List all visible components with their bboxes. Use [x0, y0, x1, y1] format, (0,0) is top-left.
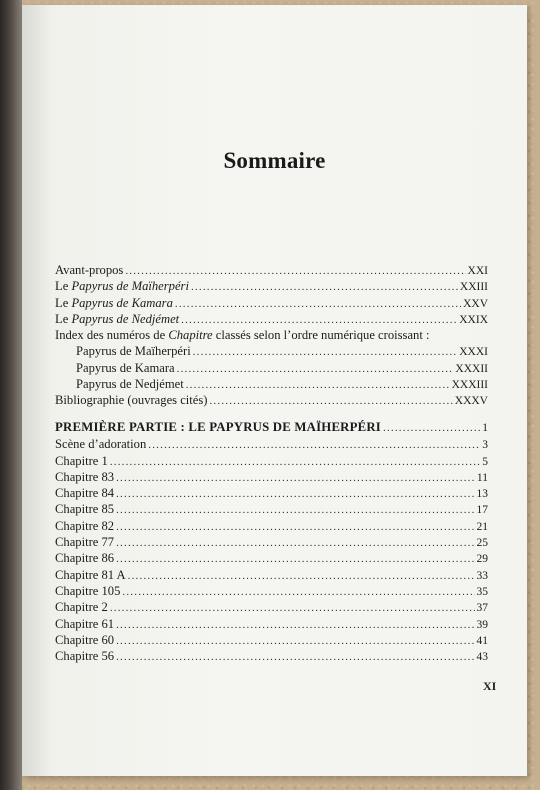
toc-entry: [55, 616, 488, 632]
plain-text: Le: [55, 311, 72, 326]
toc-entry: [55, 376, 488, 392]
toc-entry-label: [55, 616, 114, 632]
book-binding: [0, 0, 22, 790]
toc-entry: [55, 583, 488, 599]
dot-leader: [209, 393, 452, 409]
dot-leader: [116, 470, 475, 486]
toc-entry: [55, 360, 488, 376]
toc-entry-label: [55, 295, 173, 311]
plain-text: Papyrus de Maïherpéri: [76, 344, 191, 359]
dot-leader: [116, 502, 474, 518]
toc-entry-label: [55, 436, 146, 452]
dot-leader: [116, 617, 474, 633]
toc-entry-page: XXIX: [459, 313, 488, 326]
toc-entry-label: [55, 278, 189, 294]
dot-leader: [193, 344, 458, 360]
toc-entry-label: [55, 583, 120, 599]
toc-entry-page: 33: [476, 569, 488, 582]
dot-leader: [116, 486, 474, 502]
plain-text: Chapitre 2: [55, 600, 108, 615]
plain-text: Papyrus de Kamara: [76, 360, 175, 375]
dot-leader: [110, 600, 475, 616]
plain-text: Chapitre 85: [55, 502, 115, 517]
part-one-page: 1: [482, 422, 488, 434]
toc-front-matter: [55, 262, 488, 409]
dot-leader: [177, 361, 454, 377]
toc-entry: [55, 262, 488, 278]
dot-leader: [383, 420, 480, 436]
plain-text: Chapitre 60: [55, 632, 115, 647]
toc-entry-label: [55, 534, 114, 550]
toc-entry: [55, 343, 488, 359]
plain-text: Avant-propos: [55, 263, 124, 277]
toc-entry-label: [55, 360, 175, 376]
plain-text: Bibliographie (ouvrages cités): [55, 393, 208, 408]
toc-entry-label: [55, 376, 184, 392]
part-one-title: PREMIÈRE PARTIE : LE PAPYRUS DE MAÏHERPÉRI: [55, 420, 381, 434]
toc-entry-label: [55, 550, 114, 566]
dot-leader: [116, 519, 474, 535]
dot-leader: [186, 377, 450, 393]
dot-leader: [181, 312, 457, 328]
toc-entry: [55, 534, 488, 550]
toc-entry-page: 17: [476, 504, 488, 517]
toc-entry: [55, 295, 488, 311]
toc-entry-label: [55, 392, 207, 408]
toc-entry-page: 41: [476, 634, 488, 647]
dot-leader: [191, 279, 458, 295]
italic-text: Papyrus de Kamara: [71, 295, 173, 310]
toc-entry-page: XXXIII: [451, 379, 488, 392]
dot-leader: [128, 568, 475, 584]
plain-text: Chapitre 82: [55, 518, 115, 533]
toc-entry-label: [55, 599, 108, 615]
toc-entry-label: [55, 485, 114, 501]
dot-leader: [175, 296, 461, 312]
toc-entry: [55, 278, 488, 294]
toc-entry-label: [55, 632, 114, 648]
plain-text: Chapitre 84: [55, 486, 115, 501]
toc-entry-page: 35: [476, 585, 488, 598]
toc-entry-page: 39: [476, 618, 488, 631]
toc-entry: [55, 436, 488, 452]
plain-text: Le: [55, 295, 72, 310]
toc-entry: [55, 469, 488, 485]
toc-entry-label: [55, 311, 179, 327]
toc-entry-page: XXIII: [459, 281, 488, 294]
plain-text: Le: [55, 279, 72, 294]
toc-entry-label: [55, 262, 123, 278]
dot-leader: [125, 263, 465, 279]
plain-text: Index des numéros de: [55, 328, 169, 343]
toc-entry-label: [55, 567, 126, 583]
part-one-entries: [55, 436, 488, 664]
toc-entry-label: [55, 648, 114, 664]
plain-text: Chapitre 56: [55, 649, 115, 664]
toc-entry: [55, 599, 488, 615]
italic-text: Papyrus de Nedjémet: [71, 311, 180, 326]
toc-entry-page: XXXII: [455, 362, 488, 375]
toc-entry-label: [55, 518, 114, 534]
plain-text: Scène d’adoration: [55, 437, 147, 452]
toc-entry-label: [55, 343, 191, 359]
toc-entry-page: XXI: [467, 265, 488, 277]
plain-text: Chapitre 105: [55, 583, 121, 598]
toc-entry-page: 11: [476, 471, 488, 484]
toc-entry: [55, 550, 488, 566]
plain-text: classés selon l’ordre numérique croissant :: [212, 328, 430, 343]
dot-leader: [116, 551, 474, 567]
dot-leader: [116, 649, 474, 665]
toc-entry-page: 29: [476, 553, 488, 566]
toc-entry: [55, 632, 488, 648]
toc-entry: [55, 567, 488, 583]
italic-text: Papyrus de Maïherpéri: [71, 279, 189, 294]
toc-entry: [55, 518, 488, 534]
plain-text: Chapitre 77: [55, 535, 115, 550]
toc-entry-label: [55, 453, 108, 469]
dot-leader: [148, 437, 480, 453]
plain-text: Chapitre 86: [55, 551, 115, 566]
toc-entry: [55, 485, 488, 501]
italic-text: Chapitre: [168, 328, 213, 343]
toc-part-one: [55, 419, 488, 664]
dot-leader: [116, 535, 474, 551]
plain-text: Papyrus de Nedjémet: [76, 377, 184, 392]
page-title: Sommaire: [223, 148, 326, 173]
toc-entry: [55, 453, 488, 469]
toc-entry: [55, 392, 488, 408]
toc-entry-label: [55, 469, 114, 485]
plain-text: Chapitre 81 A: [55, 567, 126, 582]
dot-leader: [116, 633, 474, 649]
toc-entry-page: 3: [482, 439, 488, 452]
toc-entry-label: [55, 327, 429, 343]
toc-entry-label: [55, 501, 114, 517]
toc-entry-page: 37: [476, 602, 488, 615]
dot-leader: [122, 584, 474, 600]
folio: XI: [483, 679, 497, 693]
toc-entry-page: 13: [476, 488, 488, 501]
dot-leader: [110, 454, 480, 470]
toc-entry-page: XXXI: [459, 346, 488, 359]
toc-entry-page: 25: [476, 537, 488, 550]
toc-entry-page: XXXV: [454, 395, 488, 408]
toc-entry-page: XXV: [463, 297, 488, 310]
toc-entry: [55, 311, 488, 327]
plain-text: Chapitre 83: [55, 469, 115, 484]
toc-entry: [55, 501, 488, 517]
toc-entry-page: 43: [476, 651, 488, 664]
plain-text: Chapitre 1: [55, 453, 108, 468]
part-one-heading: [55, 419, 488, 435]
toc-entry: [55, 648, 488, 664]
toc-entry: [55, 327, 488, 343]
toc-entry-page: 5: [482, 455, 488, 468]
toc-entry-page: 21: [476, 520, 488, 533]
plain-text: Chapitre 61: [55, 616, 115, 631]
